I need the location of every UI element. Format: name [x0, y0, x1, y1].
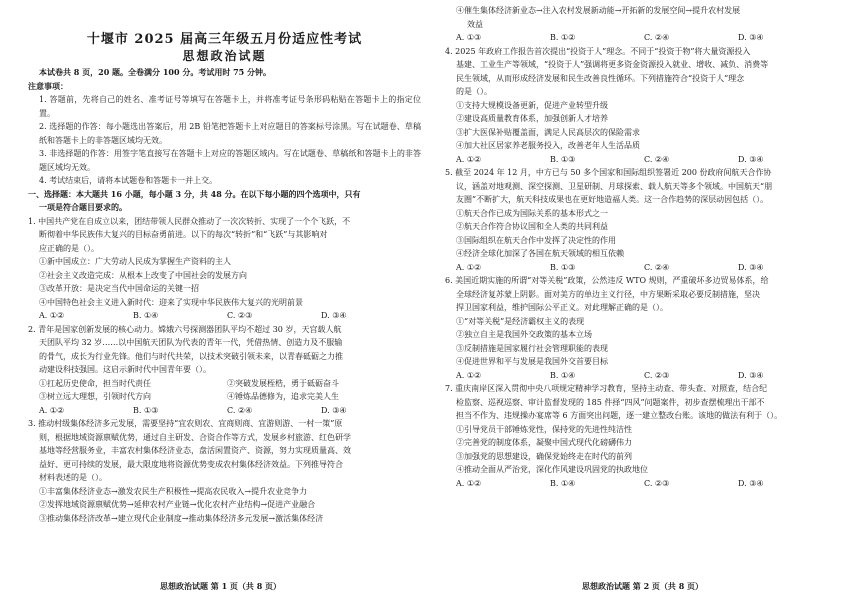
question-stem: 3. 推动村级集体经济多元发展，需要坚持“宜农则农、宜商则商、宜游则游、一村一策”原	[28, 419, 343, 428]
section-heading: 一、选择题：本大题共 16 小题，每小题 3 分，共 48 分。在以下每小题的四个选项中，只有	[28, 188, 361, 199]
question-item: ②独立自主是我国外交政策的基本立场	[456, 330, 592, 339]
question-item: ③国际组织在航天合作中发挥了决定性的作用	[456, 235, 616, 245]
question-stem: 基建、工业生产等领域，“投资于人”强调将更多资金资源投入就业、增收、减负、消费等	[456, 60, 769, 69]
question-1	[28, 215, 421, 323]
question-stem: 则，根据地域资源禀赋优势，通过自主研发、合资合作等方式，发展乡村旅游、红色研学	[39, 432, 351, 442]
question-stem: 动建设科技强国。这启示新时代中国青年要（）。	[39, 365, 211, 374]
question-stem: 5. 截至 2024 年 12 月，中方已与 50 多个国家和国际组织签署近 200 份政府间航天合作协	[445, 168, 772, 177]
question-stem: 7. 重庆南岸区深入贯彻中央八项规定精神学习教育，坚持主动查、带头查、对照查，结合纪	[445, 384, 768, 393]
option-b: B. ①④	[133, 311, 159, 320]
option-d: D. ③④	[321, 405, 347, 415]
question-item: ④催生集体经济新业态→注入农村发展新动能→开拓新的发展空间→提升农村发展	[456, 6, 741, 15]
question-stem: 断彻着中华民族伟大复兴的目标奋勇前进。以下的每次“转折”和“飞跃”与其影响对	[39, 230, 328, 239]
question-stem: 的是（）。	[456, 87, 492, 96]
question-stem: 材料表述的是（）。	[39, 473, 107, 482]
notes-heading: 注意事项：	[28, 80, 68, 91]
question-stem: 检监察、巡视巡察、审计监督发现的 185 件择“四风”问题案件，初步查摆梳理出干部不	[456, 397, 765, 407]
option-b: B. ①④	[550, 478, 576, 488]
question-stem: 应正确的是（）。	[39, 243, 99, 253]
exam-title: 十堰市 2025 届高三年级五月份适应性考试	[86, 32, 363, 47]
page-footer: 思想政治试题 第 2 页（共 8 页）	[582, 581, 704, 591]
question-item: ③树立远大理想，引领时代方向	[39, 392, 151, 401]
option-d: D. ③④	[738, 370, 764, 380]
question-3	[28, 417, 421, 525]
answer-options	[445, 261, 837, 275]
question-item: ③推动集体经济改革→建立现代企业制度→推动集体经济多元发展→激活集体经济	[39, 513, 324, 523]
option-d: D. ③④	[738, 478, 764, 488]
option-c: C. ②④	[644, 154, 670, 164]
question-item: ④经济全球化加深了各国在航天领域的相互依赖	[456, 249, 624, 258]
option-c: C. ②④	[227, 405, 253, 415]
answer-options	[445, 369, 837, 383]
question-item: ③扩大医保补贴覆盖面，满足人民高层次的保险需求	[456, 127, 640, 137]
question-stem: 友圈”不断扩大，航天科技成果也在更好地造福人类。这一合作趋势的深层动因包括（）。	[456, 195, 769, 204]
question-item: ①新中国成立：广大劳动人民成为掌握生产资料的主人	[39, 257, 231, 266]
question-item: ②建设高质量教育体系，加强创新人才培养	[456, 114, 608, 123]
option-a: A. ①②	[39, 405, 65, 415]
option-d: D. ③④	[738, 33, 764, 42]
option-d: D. ③④	[738, 262, 764, 272]
question-stem: 捍卫国家利益，维护国际公平正义。对此理解正确的是（）。	[456, 303, 668, 312]
question-item: ②完善党的制度体系，凝聚中国式现代化磅礴伟力	[456, 438, 632, 447]
question-item: ①“对等关税”是经济霸权主义的表现	[456, 316, 585, 326]
answer-options	[445, 477, 837, 491]
option-a: A. ①②	[456, 154, 482, 164]
option-c: C. ②③	[227, 311, 253, 320]
question-stem: 益好、更可持续的发展，最大限度地将资源优势变成农村集体经济效益。下列推导符合	[39, 459, 343, 469]
question-item: ②突破发展桎梏，勇于砥砺奋斗	[227, 378, 339, 388]
option-d: D. ③④	[738, 154, 764, 164]
question-item: ①航天合作已成为国际关系的基本形式之一	[456, 208, 608, 218]
question-stem: 2. 青年是国家创新发展的核心动力。嫦娥六号探测器团队平均不超过 30 岁，天宫载人航	[28, 324, 342, 334]
option-a: A. ①②	[39, 311, 65, 320]
question-item: ②社会主义改造完成：从根本上改变了中国社会的发展方向	[39, 270, 247, 280]
question-item: ②发挥地域资源禀赋优势→延伸农村产业链→优化农村产业结构→促进产业融合	[39, 500, 316, 509]
exam-subtitle: 思想政治试题	[182, 49, 267, 63]
question-item: ③改革开放：是决定当代中国命运的关键一招	[39, 284, 199, 293]
option-b: B. ①③	[133, 405, 159, 415]
exam-info: 本试卷共 8 页，20 题。全卷满分 100 分。考试用时 75 分钟。	[39, 67, 272, 77]
question-item: ①丰富集体经济业态→激发农民生产积极性→提高农民收入→提升农业竞争力	[39, 486, 308, 496]
page-footer: 思想政治试题 第 1 页（共 8 页）	[160, 581, 282, 591]
question-stem: 的骨气，成长为行业先锋。他们与时代共荣，以技术突破引领未来，以青春砥砺之力推	[39, 351, 343, 361]
question-item: ④加大社区居家养老服务投入，改善老年人生活品质	[456, 141, 640, 150]
option-a: A. ①②	[456, 478, 482, 488]
question-stem: 天团队平均 32 岁……以中国航天团队为代表的青年一代，凭借热情、创造力及不服输	[39, 338, 343, 347]
question-stem: 全球经济复苏蒙上阴影。面对美方的单边主义行径，中方果断采取必要反制措施，坚决	[456, 289, 760, 299]
question-6	[445, 274, 837, 382]
question-stem: 担当不作为、违规操办宴席等 6 方面突出问题，逐一建立整改台账。该地的做法有利于（）。	[456, 411, 783, 420]
question-item: ②航天合作符合协议国和全人类的共同利益	[456, 222, 608, 231]
answer-options	[445, 31, 837, 45]
question-item: 效益	[467, 19, 483, 29]
option-b: B. ①③	[550, 262, 576, 272]
answer-options	[28, 309, 421, 323]
option-b: B. ①③	[550, 154, 576, 164]
question-stem: 4. 2025 年政府工作报告首次提出“投资于人”理念。不同于“投资于物”将大量资源投入	[445, 46, 751, 56]
note-item: 1. 答题前，先将自己的姓名、准考证号等填写在答题卡上，并将准考证号条形码粘贴在答题卡上的指定位置。	[39, 95, 421, 118]
note-item: 4. 考试结束后，请将本试题卷和答题卡一并上交。	[39, 176, 218, 185]
answer-options	[445, 153, 837, 167]
option-c: C. ②④	[644, 33, 670, 42]
note-item: 3. 非选择题的作答：用签字笔直接写在答题卡上对应的答题区域内。写在试题卷、草稿纸和答题卡上的非答题区域均无效。	[39, 149, 421, 172]
question-item: ④锤炼品德修为，追求完美人生	[227, 392, 339, 401]
question-stem: 1. 中国共产党在自成立以来，团结带领人民群众推动了一次次转折、实现了一个个飞跃，不	[28, 216, 351, 226]
note-item: 2. 选择题的作答：每小题选出答案后，用 2B 铅笔把答题卡上对应题目的答案标号涂黑。写在试题卷、草稿纸和答题卡上的非答题区域均无效。	[39, 122, 421, 145]
option-c: C. ②④	[644, 262, 670, 272]
question-item: ①支持大规模设备更新，促进产业转型升级	[456, 100, 608, 110]
option-a: A. ①③	[456, 33, 482, 42]
question-item: ①扛起历史使命，担当时代责任	[39, 378, 151, 388]
section-heading: 一项是符合题目要求的。	[39, 202, 127, 212]
page-divider	[430, 0, 431, 596]
question-stem: 6. 美国近期实施的所谓“对等关税”政策，公然违反 WTO 规则，严重破坏多边贸易体系，给	[445, 276, 769, 285]
page-2	[445, 4, 837, 490]
question-item: ③反制措施是国家履行社会管理职能的表现	[456, 343, 608, 353]
question-item: ①引导党员干部锤炼党性，保持党的先进性纯洁性	[456, 424, 632, 434]
option-b: B. ①②	[550, 33, 576, 42]
question-stem: 民生领域，从而形成经济发展和民生改善良性循环。下列措施符合“投资于人”理念	[456, 73, 745, 83]
question-item: ④推动全面从严治党，深化作风建设巩固党的执政地位	[456, 465, 648, 474]
option-b: B. ①④	[550, 370, 576, 380]
question-item: ③加强党的思想建设，确保党始终走在时代的前列	[456, 451, 632, 461]
question-item: ④促进世界和平与发展是我国外交首要目标	[456, 357, 608, 366]
question-7	[445, 382, 837, 490]
question-item-row	[28, 390, 421, 404]
question-stem: 基地等经营服务业，丰富农村集体经济业态，盘活闲置资产、资源，努力实现质量高、效	[39, 446, 351, 455]
question-stem: 议，涵盖对地观测、深空探测、卫星研制、月球探索、载人航天等多个领域。中国航天“朋	[456, 181, 773, 191]
option-a: A. ①②	[456, 262, 482, 272]
question-5	[445, 166, 837, 274]
question-2	[28, 323, 421, 418]
option-d: D. ③④	[321, 311, 347, 320]
question-4	[445, 45, 837, 167]
page-1	[28, 4, 421, 525]
question-item-row	[28, 377, 421, 391]
option-c: C. ②③	[644, 370, 670, 380]
question-item: ④中国特色社会主义进入新时代：迎来了实现中华民族伟大复兴的光明前景	[39, 297, 303, 307]
option-a: A. ①②	[456, 370, 482, 380]
answer-options	[28, 404, 421, 418]
option-c: C. ②③	[644, 478, 670, 488]
